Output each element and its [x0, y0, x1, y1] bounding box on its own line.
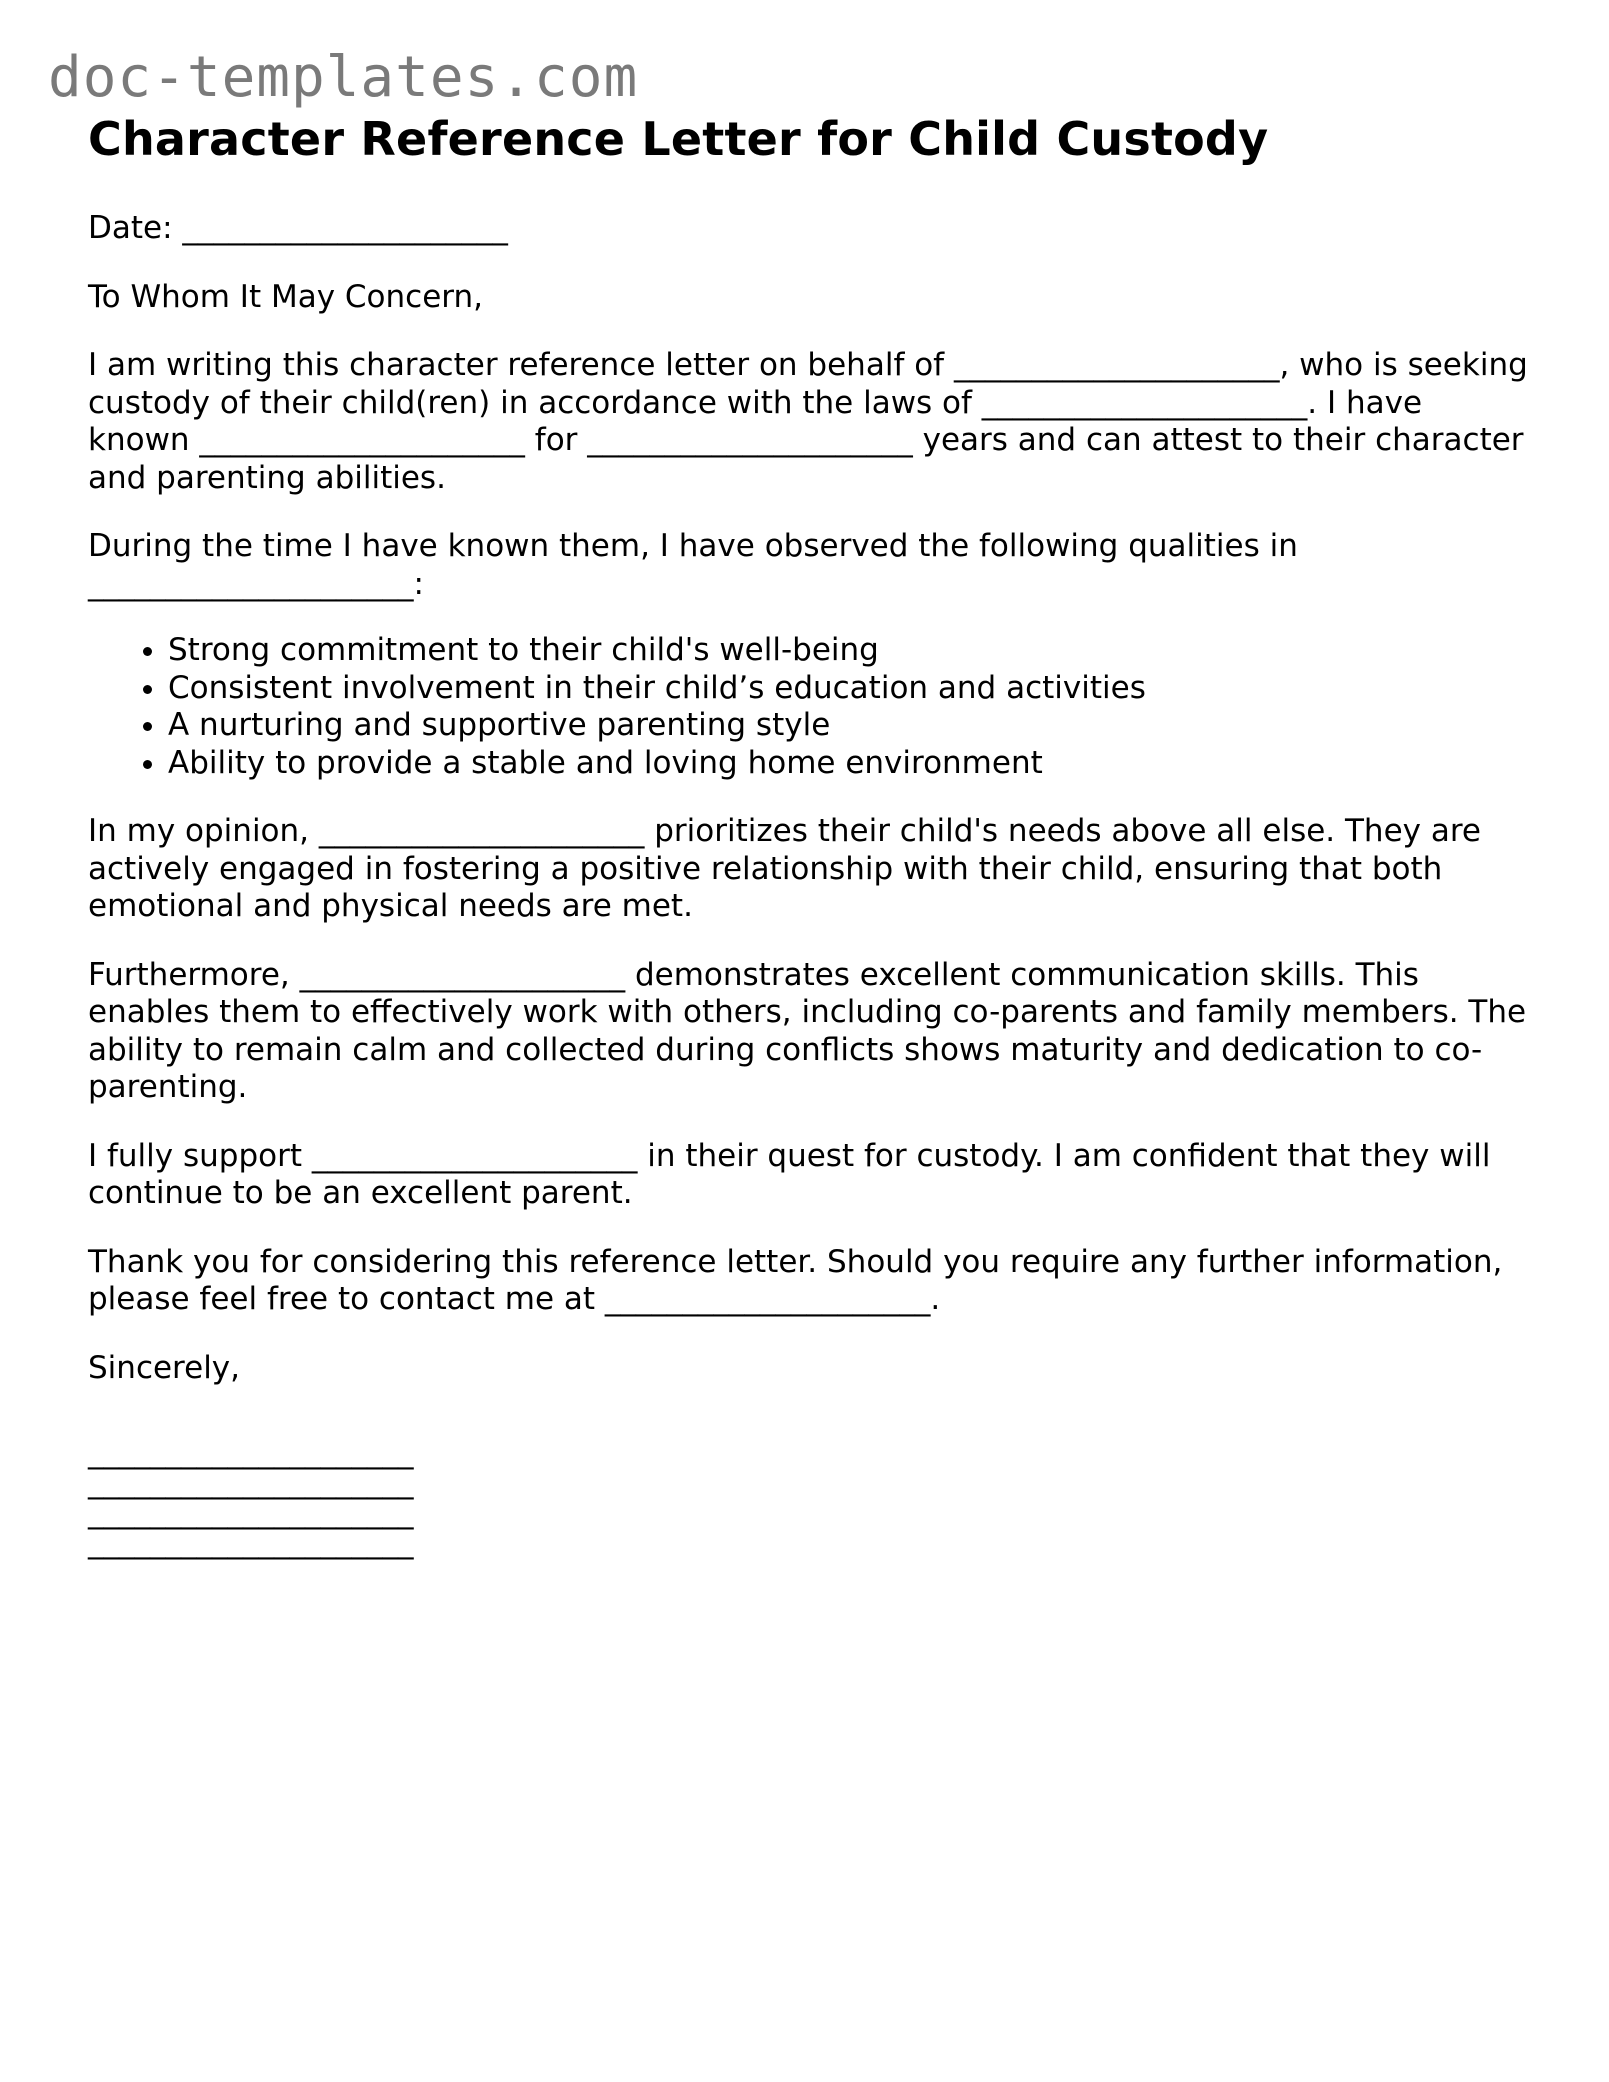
date-line: Date: _____________________: [88, 210, 508, 246]
list-item: • Ability to provide a stable and loving home environment: [168, 745, 1528, 783]
list-item: • A nurturing and supportive parenting style: [168, 707, 1528, 745]
signature-line: _____________________: [88, 1524, 414, 1560]
support-paragraph: I fully support _____________________ in their quest for custody. I am confident that they will continue to be an excellent parent.: [88, 1137, 1491, 1211]
signature-line: _____________________: [88, 1434, 414, 1470]
communication-paragraph: Furthermore, _____________________ demonstrates excellent communication skills. This enables them to effectively work with others, including co-parents and family members. The ability to remain calm and collected during conflicts shows maturity and dedication to co-parenting.: [88, 956, 1527, 1105]
closing: Sincerely,: [88, 1349, 241, 1386]
qualities-intro-paragraph: During the time I have known them, I have observed the following qualities in _____________________:: [88, 528, 1298, 602]
list-item: • Consistent involvement in their child’s education and activities: [168, 670, 1528, 708]
signature-line: _____________________: [88, 1464, 414, 1500]
opinion-paragraph: In my opinion, _____________________ prioritizes their child's needs above all else. They are actively engaged in fostering a positive relationship with their child, ensuring that both emotional and physical needs are met.: [88, 813, 1481, 924]
letter-document: [88, 110, 1528, 1560]
greeting: To Whom It May Concern,: [88, 278, 483, 315]
thank-you-paragraph: Thank you for considering this reference letter. Should you require any further information, please feel free to contact me at _____________________.: [88, 1243, 1503, 1317]
signature-line: _____________________: [88, 1494, 414, 1530]
watermark-logo-text: doc-templates.com: [48, 45, 639, 110]
letter-title: Character Reference Letter for Child Custody: [88, 112, 1269, 166]
signature-block: [88, 1434, 1528, 1560]
list-item: • Strong commitment to their child's well-being: [168, 632, 1528, 670]
qualities-list: [88, 632, 1528, 782]
intro-paragraph: I am writing this character reference letter on behalf of _____________________, who is seeking custody of their child(ren) in accordance with the laws of _____________________. I have known _____________________ for _____________________ years and can attest to their character and parenting abilities.: [88, 347, 1528, 496]
